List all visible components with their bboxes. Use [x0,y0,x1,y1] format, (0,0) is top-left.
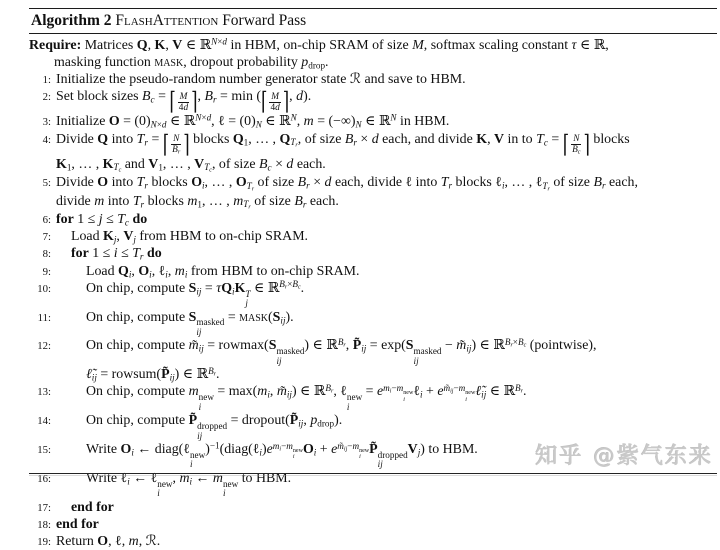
algo-line [29,383,718,412]
line-number: 6: [42,213,51,226]
line-content: On chip, compute S masked ij = $mask(S_{ij})$. [86,309,294,337]
line-content: end for [71,499,114,515]
algo-line [29,366,718,383]
algorithm-caption [31,12,717,31]
algo-line [29,174,718,192]
line-content: $\ell̃_{ij}$ = $rowsum(P̃_{ij})$ ∈ ℝ$^{B_r}$. [86,365,220,383]
line-content: Initialize the pseudo-random number generator state ℛ and save to HBM. [56,72,466,88]
line-content: for $1 \le j \le T_c$ do [56,211,148,228]
algo-line [29,337,718,366]
line-number: 15: [37,444,51,457]
line-content: Write $O_i$ ← diag(ℓ new i )$^{-1}(diag(\ell_i)e^{m_i-m new i}$ $O_i + e^{m̃_{ij}-m new i}$ P̃ dropped ij $V_j$) to HBM. [86,440,478,470]
bottom-rule [29,473,717,474]
line-content: On chip, compute m new i = $\max(m_i$, $m̃_{ij}$) ∈ ℝ$^{B_r}$, ℓ new i = $e^{m_i-m new i}$ ℓ$_i$ + $e^{m̃_{ij}-m new i}$ $\ell̃_{ij}$ ∈ ℝ$^{B_r}$. [86,383,527,412]
top-rule [29,8,717,9]
algo-line [29,54,718,71]
algo-line [29,113,718,130]
algo-line [29,533,718,550]
algo-line [29,211,718,228]
line-number: 16: [37,472,51,485]
algo-line [29,87,718,116]
line-content: divide m into $T_r$ blocks $m_1$, … , $m_{T_r}$ of size $B_r$ each. [56,193,339,211]
line-number: 9: [42,265,51,278]
line-content: Initialize $O = (0)_{N\times d}$ ∈ ℝ$^{N\times d}$, ℓ = $(0)_N$ ∈ ℝ$^N$, $m = (-\infty)_N$ ∈ ℝ$^N$ in HBM. [56,112,450,130]
line-content: On chip, compute $S_{ij} = \tau Q_iK$ T j ∈ ℝ$^{B_r\times B_c}$. [86,279,305,309]
line-content: Set block sizes $B_c$ = ⌈ $\frac{M}{4d}$ ⌉ , $B_r = \min$ ( ⌈ $\frac{M}{4d}$ ⌉ , d). [56,87,312,116]
line-content: $K_1$, … , $K_{T_c}$ and $V_1$, … , $V_{T_c}$, of size $B_c \times d$ each. [56,156,326,175]
line-content: Load $Q_i$, $O_i$, ℓ$_i$, $m_i$ from HBM to on-chip SRAM. [86,263,360,280]
algorithm-title-rest: Forward Pass [222,12,307,29]
line-number: 5: [42,177,51,190]
line-number: 4: [42,133,51,146]
algo-line [29,412,718,441]
line-content: On chip, compute $m̃_{ij} = rowmax(S$ masked ij ) ∈ ℝ$^{B_r}$, $P̃_{ij} = \exp(S$ masked ij − $m̃_{ij}$) ∈ ℝ$^{B_r\times B_c}$ (pointwise), [86,337,597,366]
line-number: 3: [42,116,51,129]
line-number: 14: [37,415,51,428]
line-content: Return O, ℓ, m, ℛ. [56,534,161,550]
line-number: 10: [37,282,51,295]
algo-line [29,156,718,174]
caption-rule [29,33,717,34]
line-number: 19: [37,536,51,549]
line-number: 1: [42,74,51,87]
line-content: On chip, compute P̃ dropped ij = $dropout(P̃_{ij}$, $p_{drop}$). [86,413,343,441]
line-number: 8: [42,248,51,261]
line-number: 2: [42,91,51,104]
algo-line [29,470,718,499]
line-content: Load $K_j$, $V_j$ from HBM to on-chip SRAM. [71,229,309,245]
line-content: masking function mask, dropout probability $p_{drop}$. [54,54,329,71]
algo-line [29,516,718,533]
algorithm-name: FlashAttention [115,12,219,29]
line-content: Divide O into $T_r$ blocks $O_i$, … , $O_{T_r}$ of size $B_r \times d$ each, divide ℓ into $T_r$ blocks ℓ$_i$, … , ℓ$_{T_r}$ of size $B_r$ each, [56,175,638,193]
algo-line [29,193,718,211]
line-content: Write ℓ$_i$ ← ℓ new i , $m_i$ ← m new i to HBM. [86,470,292,499]
algo-line [29,37,718,54]
algo-line [29,71,718,88]
line-content: end for [56,517,99,533]
algorithm-number: Algorithm 2 [31,12,112,29]
algo-line [29,309,718,338]
algo-line [29,263,718,280]
line-content: for $1 \le i \le T_r$ do [71,246,162,262]
line-number: 12: [37,340,51,353]
line-number: 13: [37,386,51,399]
algo-line [29,131,718,156]
algo-line [29,245,718,262]
algo-line [29,280,718,309]
line-number: 18: [37,519,51,532]
line-number: 7: [42,231,51,244]
line-content: Require: Matrices Q, K, V ∈ ℝ$^{N\times d}$ in HBM, on-chip SRAM of size M, softmax scaling constant τ ∈ ℝ, [29,36,609,53]
algo-line [29,499,718,516]
algo-line [29,228,718,245]
line-number: 11: [37,311,51,324]
line-number: 17: [37,501,51,514]
watermark: 知乎 @紫气东来 [535,444,713,469]
line-content: Divide Q into $T_r$ = ⌈ $\frac{N}{B_r}$ ⌉ blocks $Q_1$, … , $Q_{T_r}$, of size $B_r \times d$ each, and divide K, V in to $T_c$ = ⌈ $\frac{N}{B_c}$ ⌉ blocks [56,129,630,158]
